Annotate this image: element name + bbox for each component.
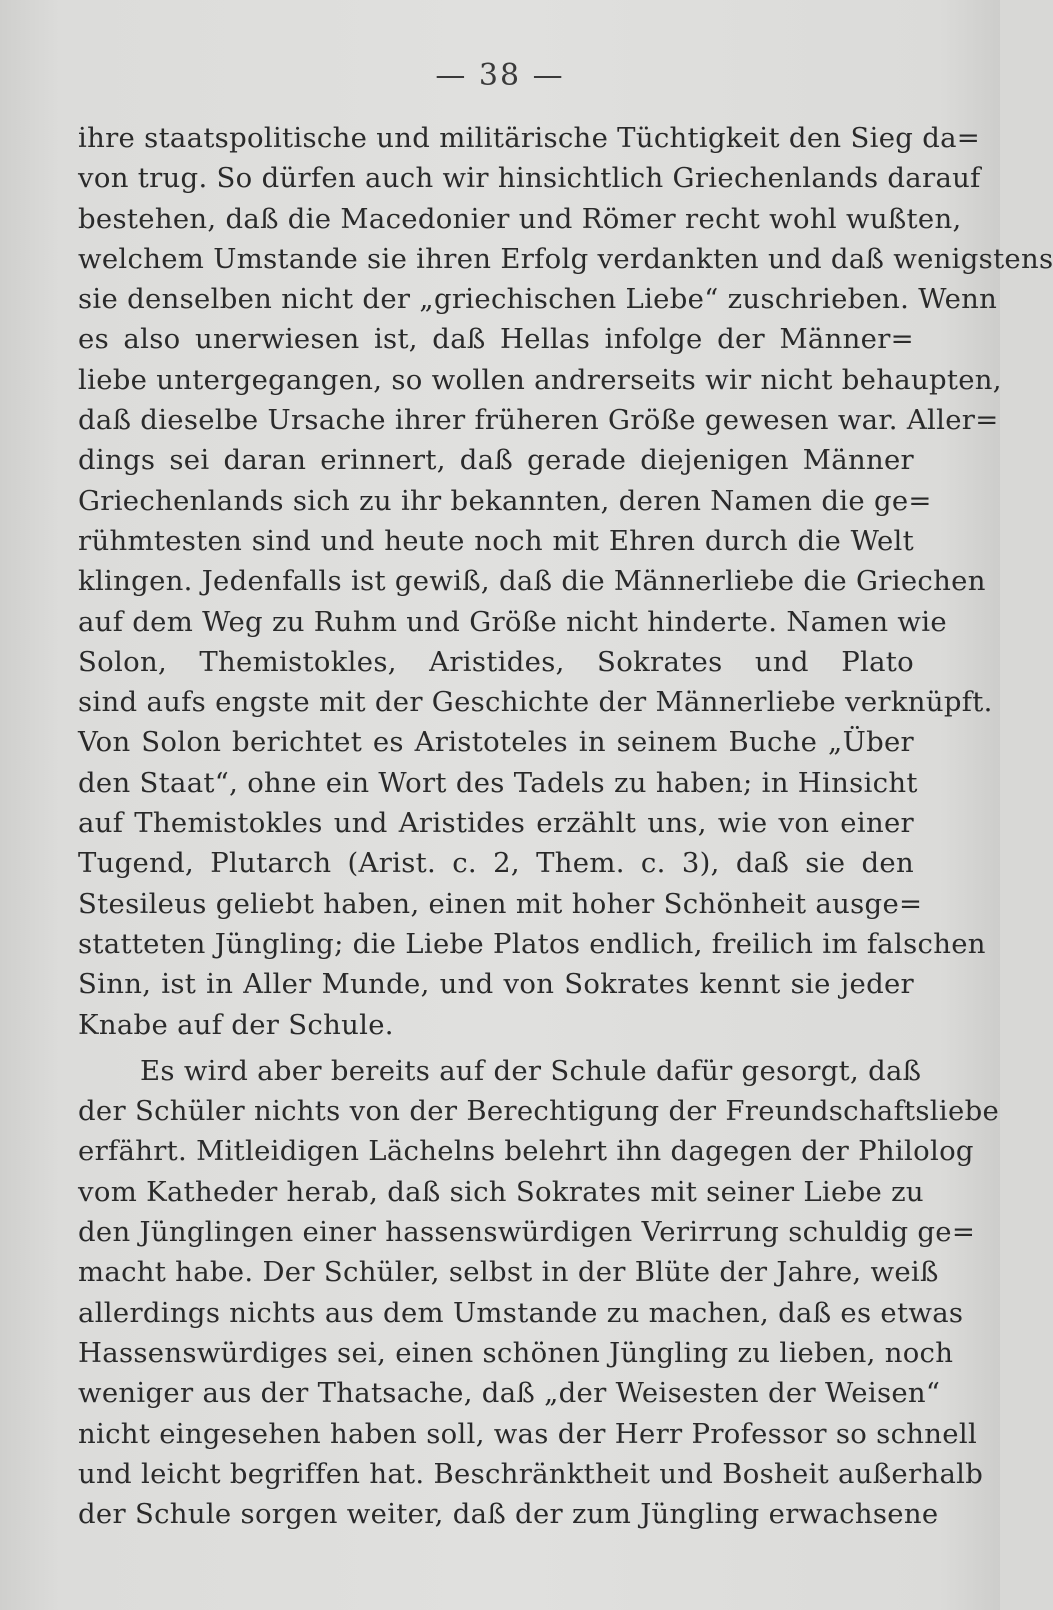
- text-line: Tugend, Plutarch (Arist. c. 2, Them. c. 3), daß sie den: [78, 847, 914, 880]
- text-line: Griechenlands sich zu ihr bekannten, deren Namen die ge=: [78, 484, 932, 517]
- text-line: sie denselben nicht der „griechischen Liebe“ zuschrieben. Wenn: [78, 283, 998, 316]
- text-line: Solon, Themistokles, Aristides, Sokrates und Plato: [78, 645, 914, 678]
- text-line: liebe untergegangen, so wollen andrerseits wir nicht behaupten,: [78, 363, 1002, 396]
- text-line: statteten Jüngling; die Liebe Platos endlich, freilich im falschen: [78, 927, 986, 960]
- text-line: auf dem Weg zu Ruhm und Größe nicht hinderte. Namen wie: [78, 605, 947, 638]
- text-line: dings sei daran erinnert, daß gerade diejenigen Männer: [78, 444, 914, 477]
- text-line: rühmtesten sind und heute noch mit Ehren durch die Welt: [78, 524, 914, 557]
- text-line: allerdings nichts aus dem Umstande zu machen, daß es etwas: [78, 1296, 964, 1329]
- text-line: der Schüler nichts von der Berechtigung der Freundschaftsliebe: [78, 1095, 1000, 1128]
- page-number: — 38 —: [435, 58, 565, 93]
- text-line: ihre staatspolitische und militärische Tüchtigkeit den Sieg da=: [78, 122, 981, 154]
- text-line: daß dieselbe Ursache ihrer früheren Größe gewesen war. Aller=: [78, 404, 999, 437]
- text-line: vom Katheder herab, daß sich Sokrates mit seiner Liebe zu: [78, 1175, 924, 1208]
- text-line: macht habe. Der Schüler, selbst in der Blüte der Jahre, weiß: [78, 1256, 939, 1289]
- text-line: Knabe auf der Schule.: [78, 1008, 394, 1041]
- text-line: den Staat“, ohne ein Wort des Tadels zu haben; in Hinsicht: [78, 766, 918, 799]
- text-line: nicht eingesehen haben soll, was der Herr Professor so schnell: [78, 1417, 978, 1450]
- text-line: bestehen, daß die Macedonier und Römer recht wohl wußten,: [78, 202, 962, 235]
- text-line: es also unerwiesen ist, daß Hellas infolge der Männer=: [78, 323, 914, 356]
- text-line: erfährt. Mitleidigen Lächelns belehrt ihn dagegen der Philolog: [78, 1135, 974, 1168]
- text-line: klingen. Jedenfalls ist gewiß, daß die Männerliebe die Griechen: [78, 565, 986, 598]
- text-line: auf Themistokles und Aristides erzählt uns, wie von einer: [78, 807, 914, 840]
- text-line: den Jünglingen einer hassenswürdigen Verirrung schuldig ge=: [78, 1216, 976, 1249]
- text-line: welchem Umstande sie ihren Erfolg verdankten und daß wenigstens: [78, 242, 1053, 275]
- paragraph-1: [78, 118, 1053, 1045]
- text-line: Sinn, ist in Aller Munde, und von Sokrates kennt sie jeder: [78, 968, 914, 1001]
- text-line: der Schule sorgen weiter, daß der zum Jüngling erwachsene: [78, 1498, 939, 1531]
- text-line: Stesileus geliebt haben, einen mit hoher Schönheit ausge=: [78, 887, 923, 920]
- text-line: Es wird aber bereits auf der Schule dafür gesorgt, daß: [140, 1054, 922, 1087]
- paragraph-2: [78, 1051, 1000, 1535]
- text-line: von trug. So dürfen auch wir hinsichtlich Griechenlands darauf: [78, 162, 981, 195]
- text-line: weniger aus der Thatsache, daß „der Weisesten der Weisen“: [78, 1377, 941, 1410]
- body-text: [78, 118, 1053, 1534]
- text-line: und leicht begriffen hat. Beschränktheit und Bosheit außerhalb: [78, 1457, 984, 1490]
- text-line: Hassenswürdiges sei, einen schönen Jüngling zu lieben, noch: [78, 1336, 954, 1369]
- text-line: sind aufs engste mit der Geschichte der Männerliebe verknüpft.: [78, 686, 993, 719]
- text-line: Von Solon berichtet es Aristoteles in seinem Buche „Über: [78, 726, 914, 759]
